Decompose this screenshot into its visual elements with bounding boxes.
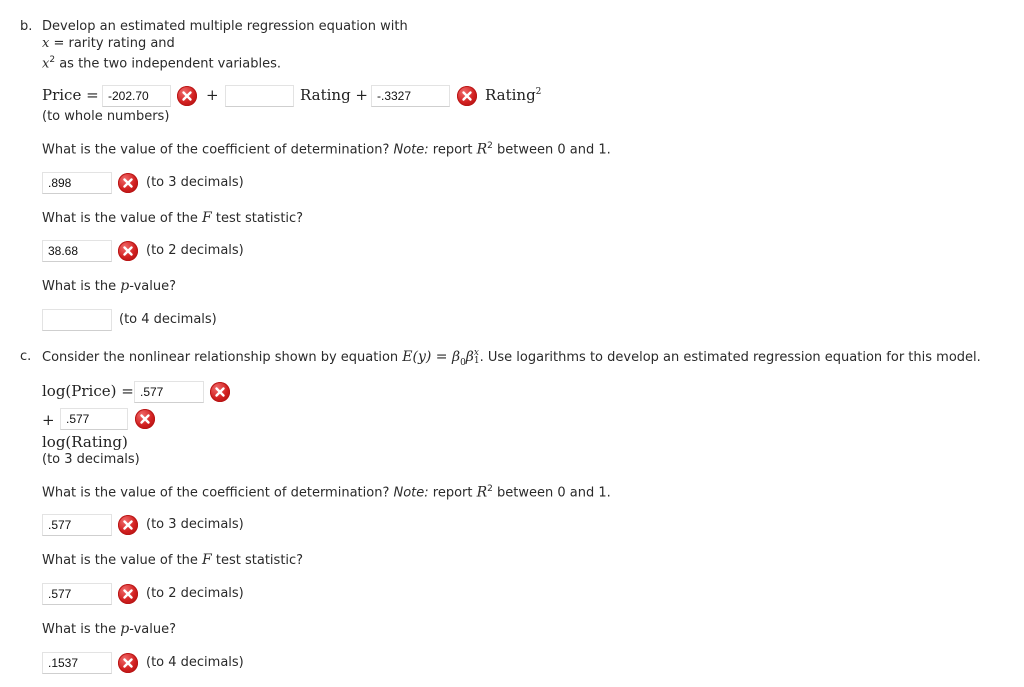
b-b2-input[interactable]: -.3327 xyxy=(371,85,450,107)
p-text-a: What is the xyxy=(42,622,121,637)
part-b-label: b. xyxy=(20,19,33,34)
intro-line2-text: = rarity rating and xyxy=(49,36,175,51)
c-r2-question xyxy=(42,484,611,500)
c-eq-plus: + xyxy=(42,411,55,429)
b-p-question xyxy=(42,278,176,294)
f-text-a: What is the value of the xyxy=(42,553,203,568)
r2-note: Note: xyxy=(393,142,429,158)
part-b-intro-line1: Develop an estimated multiple regression equation with xyxy=(42,19,408,34)
incorrect-x-icon xyxy=(135,409,155,429)
r2-text-b: report xyxy=(428,142,477,158)
p-sym: p xyxy=(120,278,130,294)
b-r2-hint: (to 3 decimals) xyxy=(146,175,244,190)
part-c-intro xyxy=(42,349,981,368)
incorrect-x-icon xyxy=(118,173,138,193)
incorrect-x-icon xyxy=(177,86,197,106)
r2-text-a: What is the value of the coefficient of determination? xyxy=(42,485,394,501)
c-f-hint: (to 2 decimals) xyxy=(146,586,244,601)
b-p-hint: (to 4 decimals) xyxy=(119,312,217,327)
c-b0-input[interactable]: .577 xyxy=(134,381,204,403)
intro-line3-text: as the two independent variables. xyxy=(55,56,282,72)
c-f-input[interactable]: .577 xyxy=(42,583,112,605)
b-f-hint: (to 2 decimals) xyxy=(146,243,244,258)
incorrect-x-icon xyxy=(457,86,477,106)
c-eq-term: log(Rating) xyxy=(42,433,128,451)
c-eq-note: (to 3 decimals) xyxy=(42,452,140,467)
var-x2: x xyxy=(42,56,50,72)
p-text-b: -value? xyxy=(129,622,177,637)
c-p-input[interactable]: .1537 xyxy=(42,652,112,674)
r2-text-c: between 0 and 1. xyxy=(492,485,611,501)
c-intro-sub0: 0 xyxy=(460,357,466,368)
incorrect-x-icon xyxy=(118,584,138,604)
incorrect-x-icon xyxy=(118,241,138,261)
c-p-question xyxy=(42,621,176,637)
c-eq-lhs: log(Price) = xyxy=(42,382,134,400)
b-eq-term2 xyxy=(485,86,541,104)
f-text-a: What is the value of the xyxy=(42,211,203,226)
c-intro-eq-main: E(y) = β xyxy=(402,349,461,365)
c-intro-b: . Use logarithms to develop an estimated regression equation for this model. xyxy=(479,350,981,365)
p-text-a: What is the xyxy=(42,279,121,294)
b-f-input[interactable]: 38.68 xyxy=(42,240,112,262)
c-b1-input[interactable]: .577 xyxy=(60,408,128,430)
r2-sym: R xyxy=(476,484,488,501)
var-x2-sup: 2 xyxy=(49,55,56,65)
p-sym: p xyxy=(120,621,130,637)
part-b-intro-line2 xyxy=(42,36,175,51)
part-c-label: c. xyxy=(20,349,32,364)
r2-sym: R xyxy=(476,141,488,158)
c-f-question xyxy=(42,552,303,568)
c-intro-eq xyxy=(402,348,480,368)
c-p-hint: (to 4 decimals) xyxy=(146,655,244,670)
f-text-b: test statistic? xyxy=(211,211,304,226)
term2-text: Rating xyxy=(485,86,536,104)
b-f-question xyxy=(42,210,303,226)
term2-sup: 2 xyxy=(535,87,542,97)
part-b-intro-line3 xyxy=(42,55,281,71)
r2-text-a: What is the value of the coefficient of determination? xyxy=(42,142,394,158)
c-r2-hint: (to 3 decimals) xyxy=(146,517,244,532)
var-x: x xyxy=(42,36,50,51)
c-intro-sub1: 1 xyxy=(473,356,480,366)
p-text-b: -value? xyxy=(129,279,177,294)
incorrect-x-icon xyxy=(118,653,138,673)
c-intro-sup: x xyxy=(473,348,479,358)
c-r2-input[interactable]: .577 xyxy=(42,514,112,536)
incorrect-x-icon xyxy=(118,515,138,535)
b-b1-input[interactable] xyxy=(225,85,294,107)
c-intro-a: Consider the nonlinear relationship shown by equation xyxy=(42,350,403,365)
b-r2-question xyxy=(42,141,611,157)
r2-sup: 2 xyxy=(487,484,493,494)
f-sym: F xyxy=(202,552,212,568)
f-text-b: test statistic? xyxy=(211,553,304,568)
b-eq-term1: Rating + xyxy=(300,86,369,104)
b-r2-input[interactable]: .898 xyxy=(42,172,112,194)
f-sym: F xyxy=(202,210,212,226)
c-intro-beta1: β xyxy=(465,349,474,365)
b-b0-input[interactable]: -202.70 xyxy=(102,85,171,107)
incorrect-x-icon xyxy=(210,382,230,402)
r2-text-b: report xyxy=(428,485,477,501)
b-eq-plus: + xyxy=(206,86,219,104)
r2-text-c: between 0 and 1. xyxy=(492,142,611,158)
b-eq-note: (to whole numbers) xyxy=(42,109,170,124)
b-p-input[interactable] xyxy=(42,309,112,331)
r2-note: Note: xyxy=(393,485,429,501)
r2-sup: 2 xyxy=(487,141,493,151)
b-eq-lhs: Price = xyxy=(42,86,99,104)
